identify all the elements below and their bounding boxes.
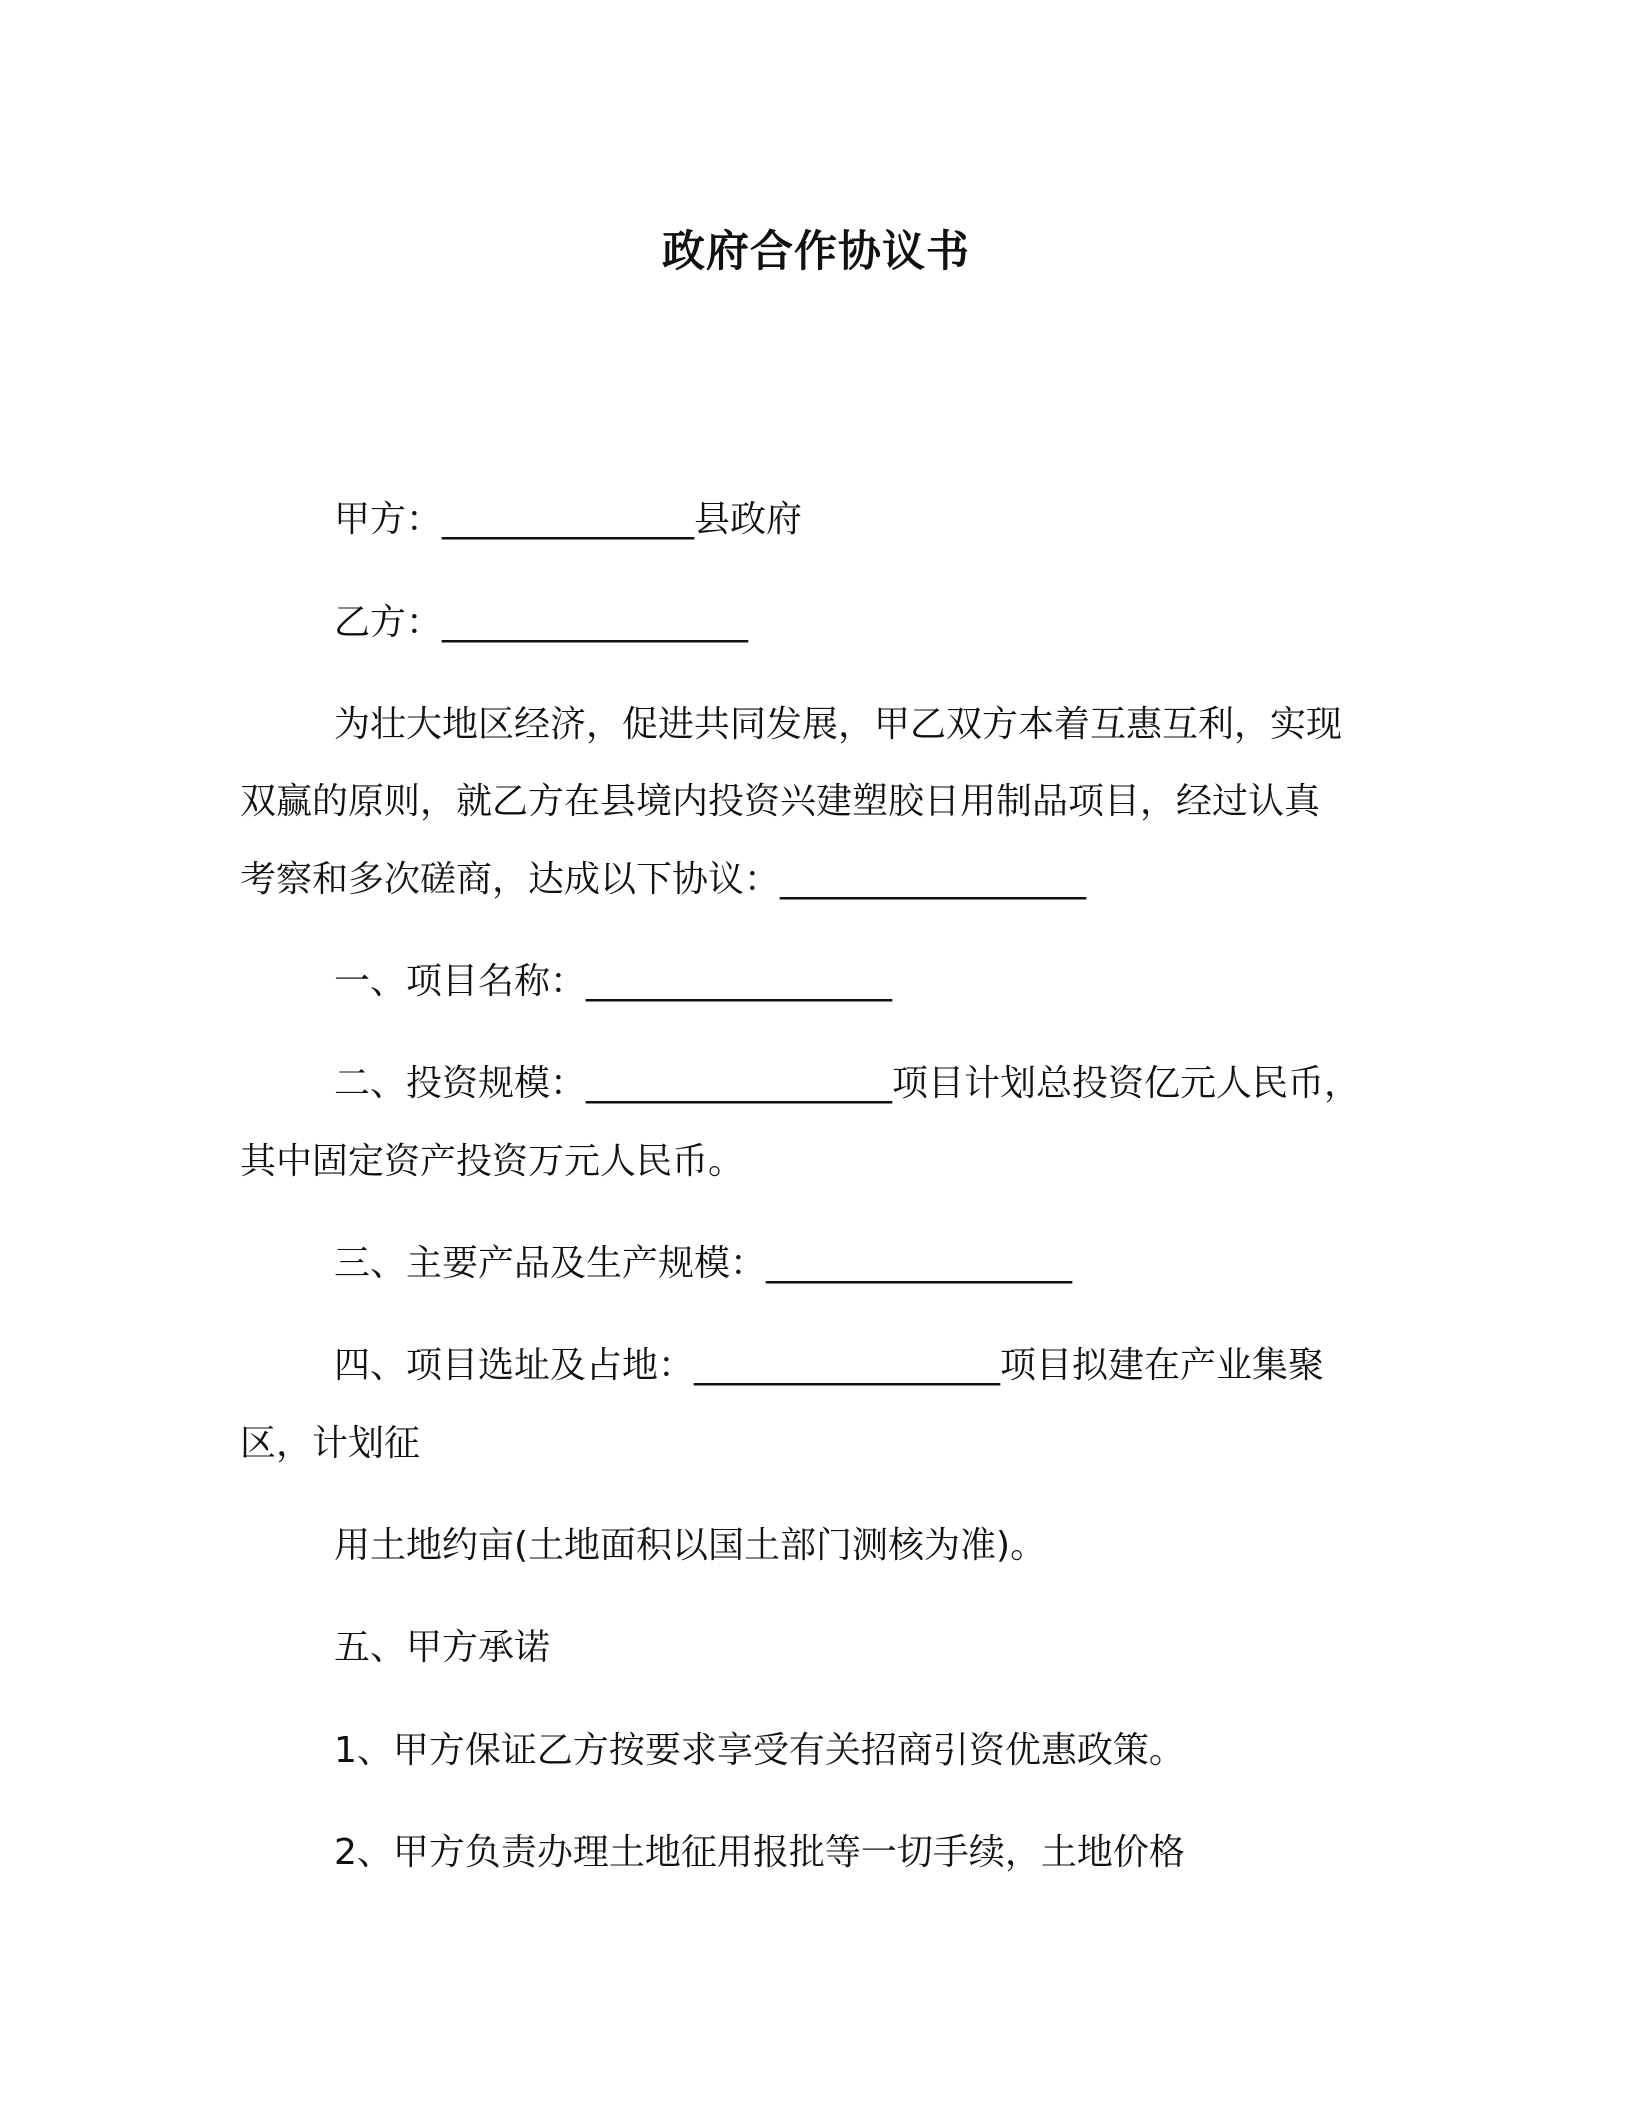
clause-4-site-line-1: 四、项目选址及占地：_________________项目拟建在产业集聚 bbox=[334, 1345, 1325, 1386]
preamble-line-1: 为壮大地区经济，促进共同发展，甲乙双方本着互惠互利，实现 bbox=[334, 704, 1343, 745]
clause-1-project-name: 一、项目名称：_________________ bbox=[334, 961, 893, 1002]
party-b-line: 乙方：_________________ bbox=[334, 602, 749, 643]
preamble-line-3: 考察和多次磋商，达成以下协议：_________________ bbox=[240, 859, 1087, 900]
preamble-line-2: 双赢的原则，就乙方在县境内投资兴建塑胶日用制品项目，经过认真 bbox=[240, 781, 1321, 822]
clause-3-products: 三、主要产品及生产规模：_________________ bbox=[334, 1243, 1073, 1284]
clause-5-heading: 五、甲方承诺 bbox=[334, 1627, 551, 1668]
party-a-line: 甲方：______________县政府 bbox=[334, 499, 803, 540]
clause-4-site-line-2: 区，计划征 bbox=[240, 1423, 421, 1464]
document-title: 政府合作协议书 bbox=[662, 227, 970, 277]
clause-5-item-2: 2、甲方负责办理土地征用报批等一切手续，土地价格 bbox=[334, 1832, 1185, 1873]
clause-2-investment-line-1: 二、投资规模：_________________项目计划总投资亿元人民币， bbox=[334, 1063, 1361, 1104]
clause-5-item-1: 1、甲方保证乙方按要求享受有关招商引资优惠政策。 bbox=[334, 1730, 1185, 1771]
clause-2-investment-line-2: 其中固定资产投资万元人民币。 bbox=[240, 1141, 745, 1182]
clause-4-site-line-3: 用土地约亩(土地面积以国土部门测核为准)。 bbox=[334, 1525, 1047, 1566]
